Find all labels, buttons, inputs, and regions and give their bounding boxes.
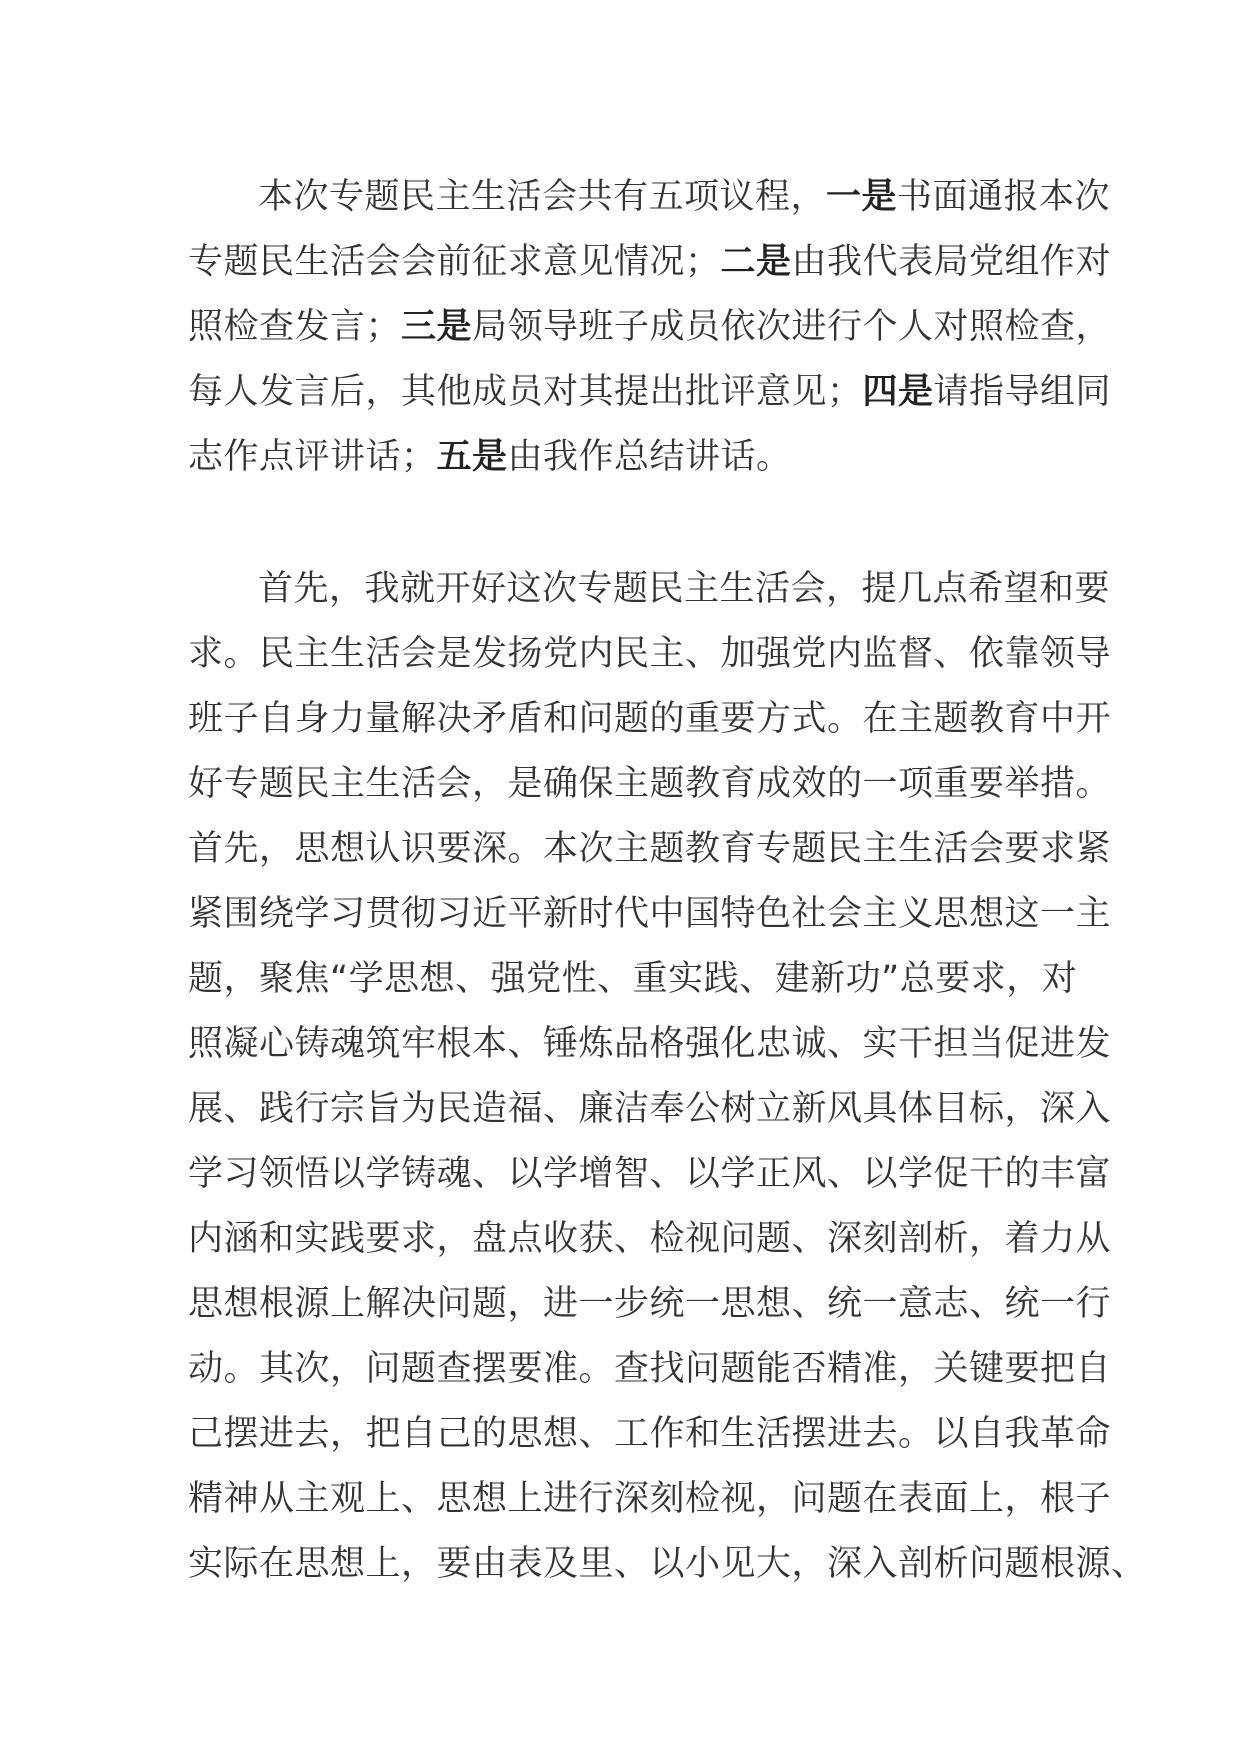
paragraph-line: 展、践行宗旨为民造福、廉洁奉公树立新风具体目标，深入 — [188, 1089, 1112, 1129]
line-text: 志作点评讲话； — [188, 437, 437, 477]
line-text: 本次专题民主生活会共有五项议程， — [258, 177, 827, 217]
paragraph-line — [188, 295, 1112, 360]
line-text: 每人发言后，其他成员对其提出批评意见； — [188, 372, 863, 412]
agenda-paragraph — [188, 165, 1112, 490]
agenda-item-marker: 四是 — [862, 372, 934, 412]
paragraph-line — [188, 165, 1111, 230]
line-text: 书面通报本次 — [897, 177, 1111, 217]
paragraph-line — [188, 360, 1112, 425]
paragraph-line: 照凝心铸魂筑牢根本、锤炼品格强化忠诚、实干担当促进发 — [188, 1024, 1112, 1064]
paragraph-line: 内涵和实践要求，盘点收获、检视问题、深刻剖析，着力从 — [188, 1219, 1112, 1259]
line-text: 由我作总结讲话。 — [507, 437, 792, 477]
paragraph-line: 班子自身力量解决矛盾和问题的重要方式。在主题教育中开 — [188, 699, 1112, 739]
line-text: 局领导班子成员依次进行个人对照检查， — [472, 307, 1112, 347]
paragraph-line: 好专题民主生活会，是确保主题教育成效的一项重要举措。 — [188, 764, 1112, 804]
agenda-item-marker: 五是 — [436, 437, 508, 477]
agenda-item-marker: 一是 — [826, 177, 898, 217]
paragraph-line: 题，聚焦“学思想、强党性、重实践、建新功”总要求，对 — [188, 959, 1078, 999]
paragraph-line: 学习领悟以学铸魂、以学增智、以学正风、以学促干的丰富 — [188, 1154, 1112, 1194]
line-text: 请指导组同 — [933, 372, 1112, 412]
paragraph-line — [188, 425, 1050, 490]
line-text: 由我代表局党组作对 — [791, 242, 1112, 282]
paragraph-line: 实际在思想上，要由表及里、以小见大，深入剖析问题根源、 — [188, 1544, 1147, 1584]
paragraph-line: 思想根源上解决问题，进一步统一思想、统一意志、统一行 — [188, 1284, 1112, 1324]
paragraph-line — [188, 230, 1112, 295]
paragraph-line: 首先，思想认识要深。本次主题教育专题民主生活会要求紧 — [188, 829, 1112, 869]
requirements-paragraph — [188, 557, 1147, 1597]
paragraph-line: 求。民主生活会是发扬党内民主、加强党内监督、依靠领导 — [188, 634, 1112, 674]
paragraph-line: 己摆进去，把自己的思想、工作和生活摆进去。以自我革命 — [188, 1414, 1112, 1454]
paragraph-line: 紧围绕学习贯彻习近平新时代中国特色社会主义思想这一主 — [188, 894, 1112, 934]
paragraph-line: 首先，我就开好这次专题民主生活会，提几点希望和要 — [258, 569, 1111, 609]
line-text: 专题民生活会会前征求意见情况； — [188, 242, 721, 282]
paragraph-line: 动。其次，问题查摆要准。查找问题能否精准，关键要把自 — [188, 1349, 1112, 1389]
agenda-item-marker: 二是 — [720, 242, 792, 282]
paragraph-line: 精神从主观上、思想上进行深刻检视，问题在表面上，根子 — [188, 1479, 1112, 1519]
line-text: 照检查发言； — [188, 307, 402, 347]
agenda-item-marker: 三是 — [401, 307, 473, 347]
